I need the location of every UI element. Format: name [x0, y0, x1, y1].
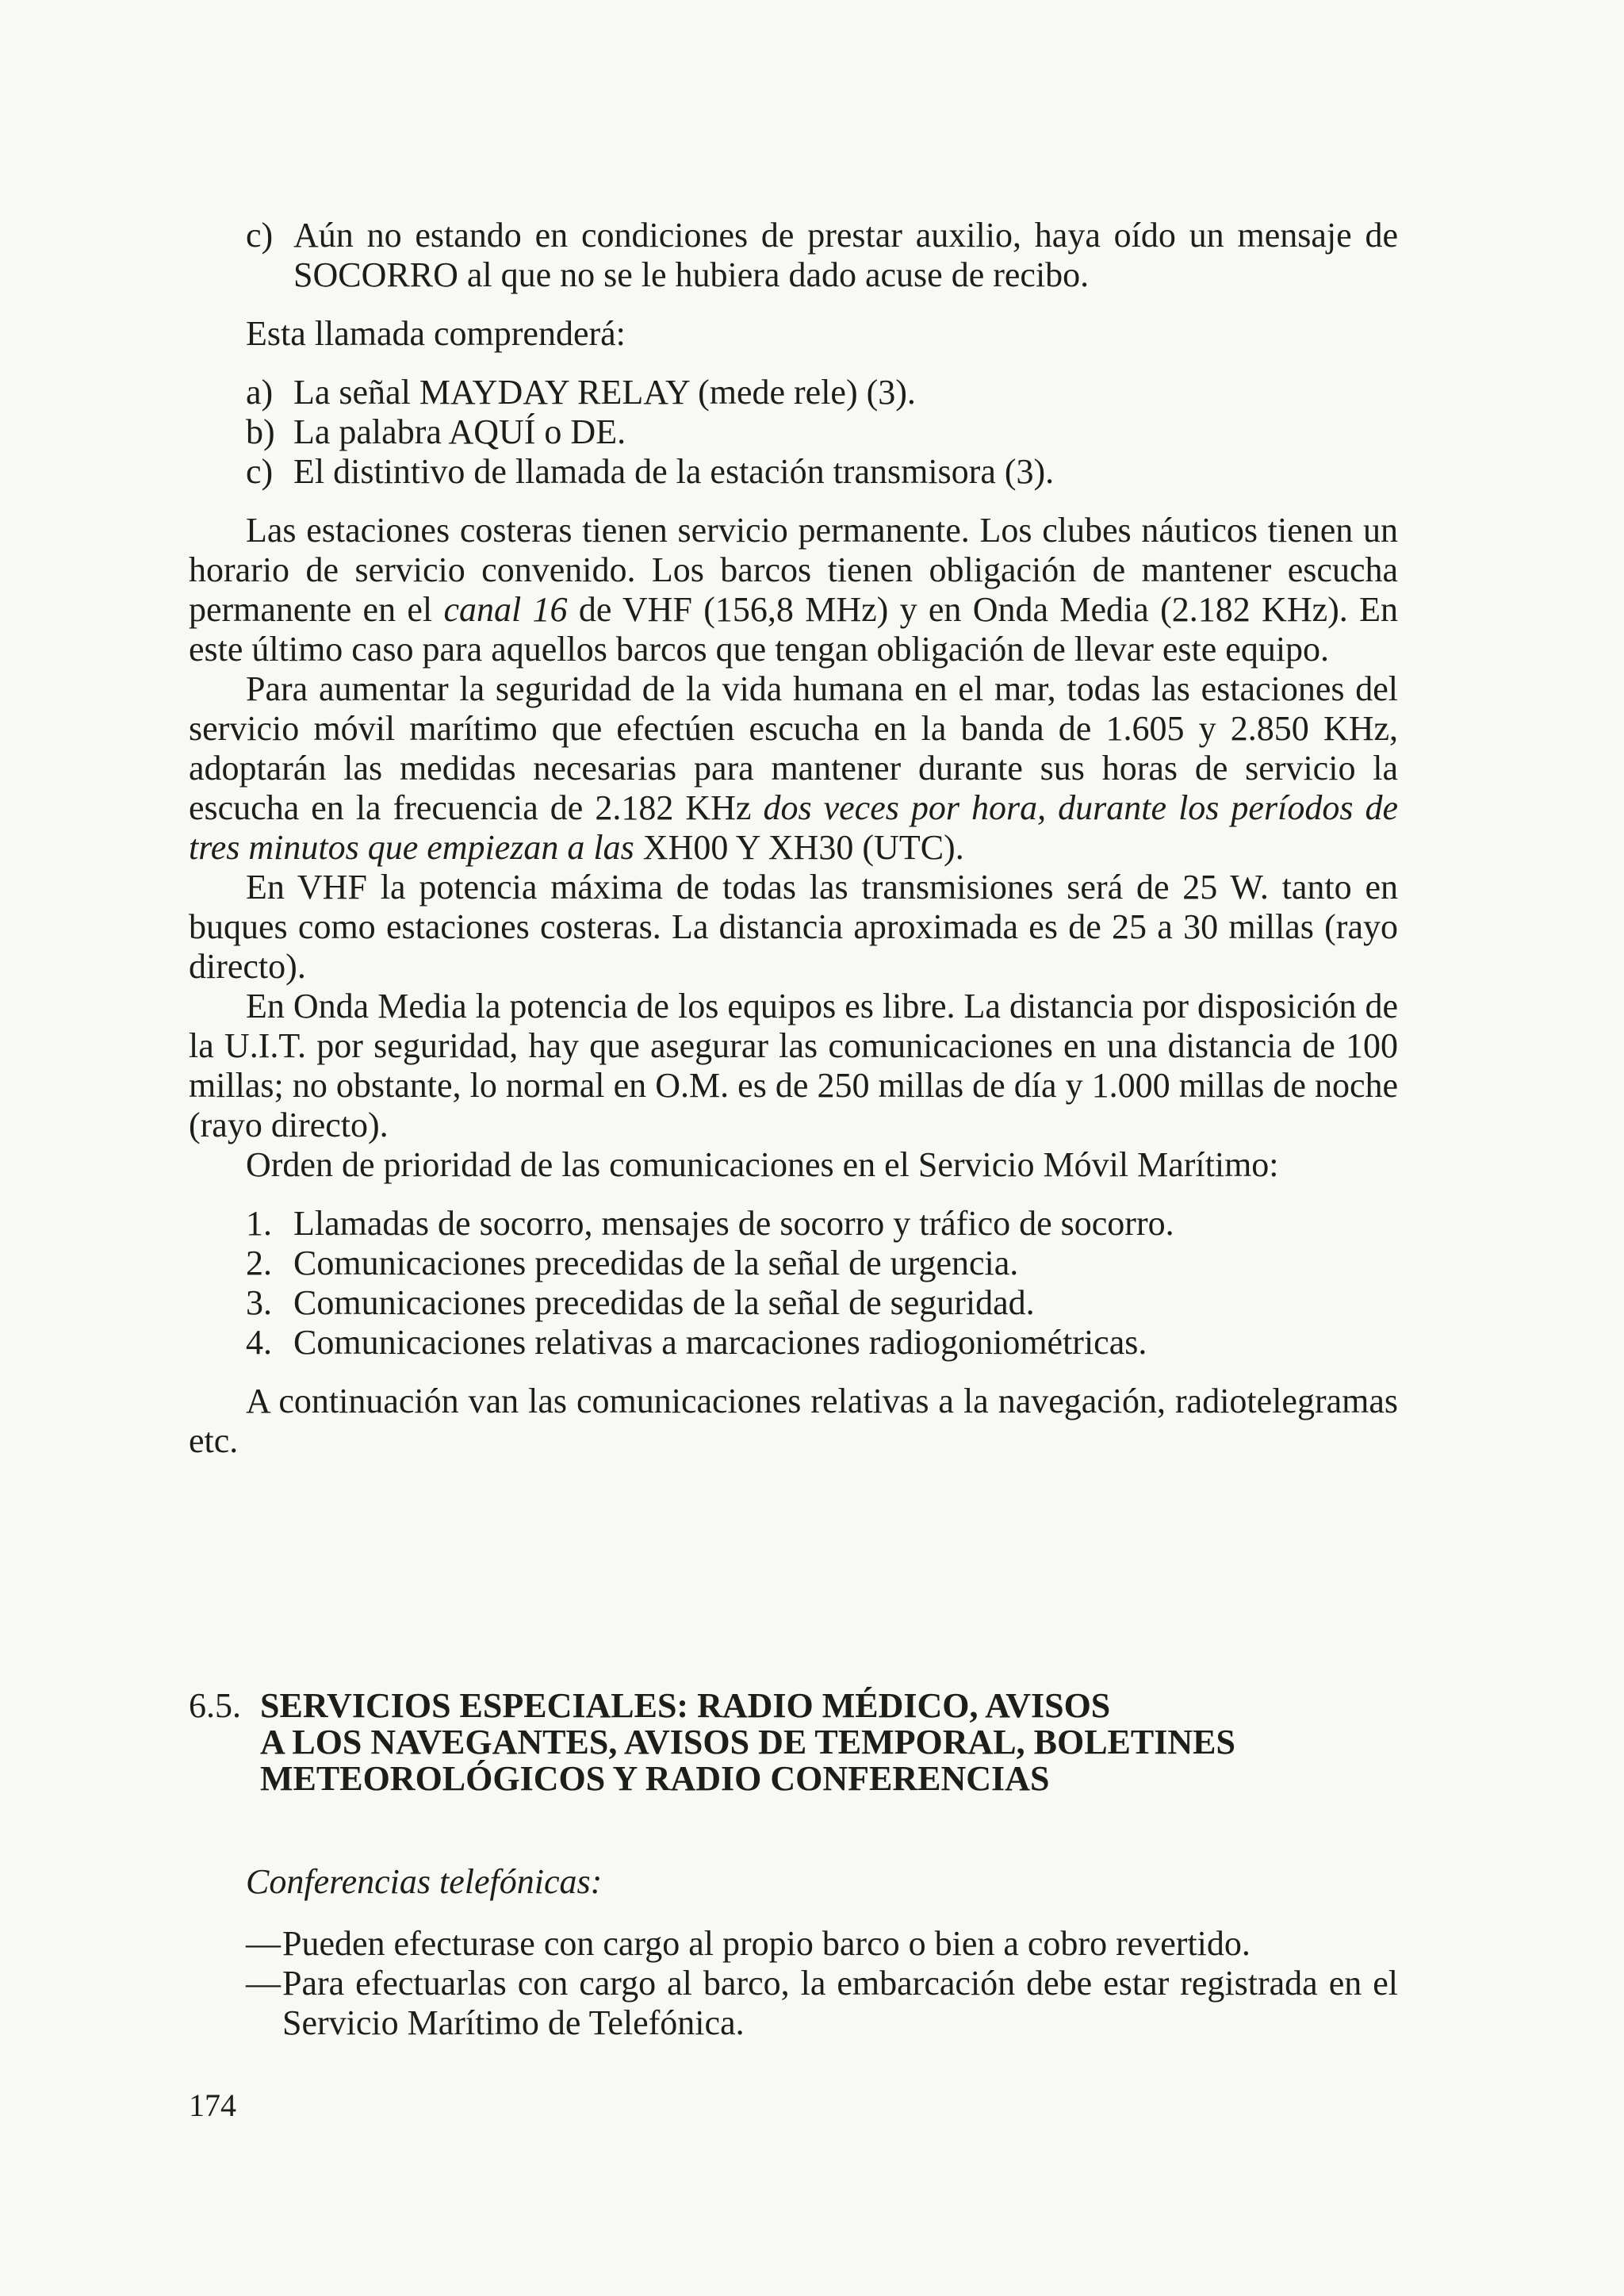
priority-list: [189, 1204, 1398, 1363]
list-item: [189, 1964, 1398, 2043]
list-item: [246, 1204, 1398, 1244]
subheading: Conferencias telefónicas:: [246, 1862, 603, 1901]
page-number: 174: [189, 2087, 236, 2123]
call-list: [189, 373, 1398, 492]
section-title-line: METEOROLÓGICOS Y RADIO CONFERENCIAS: [260, 1759, 1050, 1798]
call-intro: Esta llamada comprenderá:: [246, 314, 626, 353]
paragraph: Para aumentar la seguridad de la vida humana en el mar, todas las estaciones del servicio móvil marítimo que efectúen escucha en la banda de 1.605 y 2.850 KHz, adoptarán las medidas necesarias para mantener durante sus horas de servicio la escucha en la frecuencia de 2.182 KHz dos veces por hora, durante los períodos de tres minutos que empiezan a las XH00 Y XH30 (UTC).: [189, 669, 1398, 867]
dash-marker: —: [246, 1924, 281, 1963]
section-title-line: SERVICIOS ESPECIALES: RADIO MÉDICO, AVISOS: [260, 1686, 1111, 1725]
list-marker: c): [246, 452, 274, 491]
list-item-text: La palabra AQUÍ o DE.: [293, 412, 626, 451]
body-text: [189, 216, 1398, 1461]
list-item-text: El distintivo de llamada de la estación transmisora (3).: [293, 452, 1055, 491]
list-item-text: Pueden efecturase con cargo al propio barco o bien a cobro revertido.: [282, 1924, 1251, 1963]
list-item-text: Comunicaciones precedidas de la señal de seguridad.: [293, 1283, 1035, 1322]
list-marker: 1.: [246, 1204, 272, 1243]
list-item-text: La señal MAYDAY RELAY (mede rele) (3).: [293, 373, 916, 412]
paragraph: Las estaciones costeras tienen servicio permanente. Los clubes náuticos tienen un horario de servicio convenido. Los barcos tienen obligación de mantener escucha permanente en el canal 16 de VHF (156,8 MHz) y en Onda Media (2.182 KHz). En este último caso para aquellos barcos que tengan obligación de llevar este equipo.: [189, 511, 1398, 669]
list-item: [189, 1924, 1398, 1964]
list-item-text: Aún no estando en condiciones de prestar auxilio, haya oído un mensaje de SOCORRO al que no se le hubiera dado acuse de recibo.: [293, 216, 1398, 294]
list-marker: c): [246, 216, 274, 255]
paragraph: En Onda Media la potencia de los equipos es libre. La distancia por disposición de la U.I.T. por seguridad, hay que asegurar las comunicaciones en una distancia de 100 millas; no obstante, lo normal en O.M. es de 250 millas de día y 1.000 millas de noche (rayo directo).: [189, 987, 1398, 1144]
paragraph: En VHF la potencia máxima de todas las transmisiones será de 25 W. tanto en buques como estaciones costeras. La distancia aproximada es de 25 a 30 millas (rayo directo).: [189, 868, 1398, 986]
list-item: [189, 216, 1398, 295]
list-item-text: Comunicaciones precedidas de la señal de urgencia.: [293, 1244, 1019, 1282]
list-item: [246, 452, 1398, 492]
paragraph: Orden de prioridad de las comunicaciones en el Servicio Móvil Marítimo:: [246, 1145, 1279, 1184]
list-item-text: Llamadas de socorro, mensajes de socorro y tráfico de socorro.: [293, 1204, 1174, 1243]
section-heading: [189, 1688, 1398, 1797]
list-marker: a): [246, 373, 274, 412]
list-item: [246, 373, 1398, 412]
section-title: [260, 1688, 1398, 1797]
section-number: 6.5.: [189, 1686, 241, 1725]
list-marker: 2.: [246, 1244, 272, 1282]
paragraph: A continuación van las comunicaciones relativas a la navegación, radiotelegramas etc.: [189, 1382, 1398, 1460]
list-item: [246, 1323, 1398, 1363]
list-item: [246, 412, 1398, 452]
list-marker: 4.: [246, 1323, 272, 1362]
subsection: [189, 1862, 1398, 2043]
list-marker: b): [246, 412, 275, 451]
list-item: [246, 1283, 1398, 1323]
list-item-text: Para efectuarlas con cargo al barco, la embarcación debe estar registrada en el Servicio Marítimo de Telefónica.: [282, 1964, 1398, 2042]
list-item: [246, 1244, 1398, 1283]
section-title-line: A LOS NAVEGANTES, AVISOS DE TEMPORAL, BOLETINES: [260, 1723, 1235, 1761]
list-marker: 3.: [246, 1283, 272, 1322]
list-item-text: Comunicaciones relativas a marcaciones radiogoniométricas.: [293, 1323, 1147, 1362]
dash-marker: —: [246, 1964, 281, 2003]
